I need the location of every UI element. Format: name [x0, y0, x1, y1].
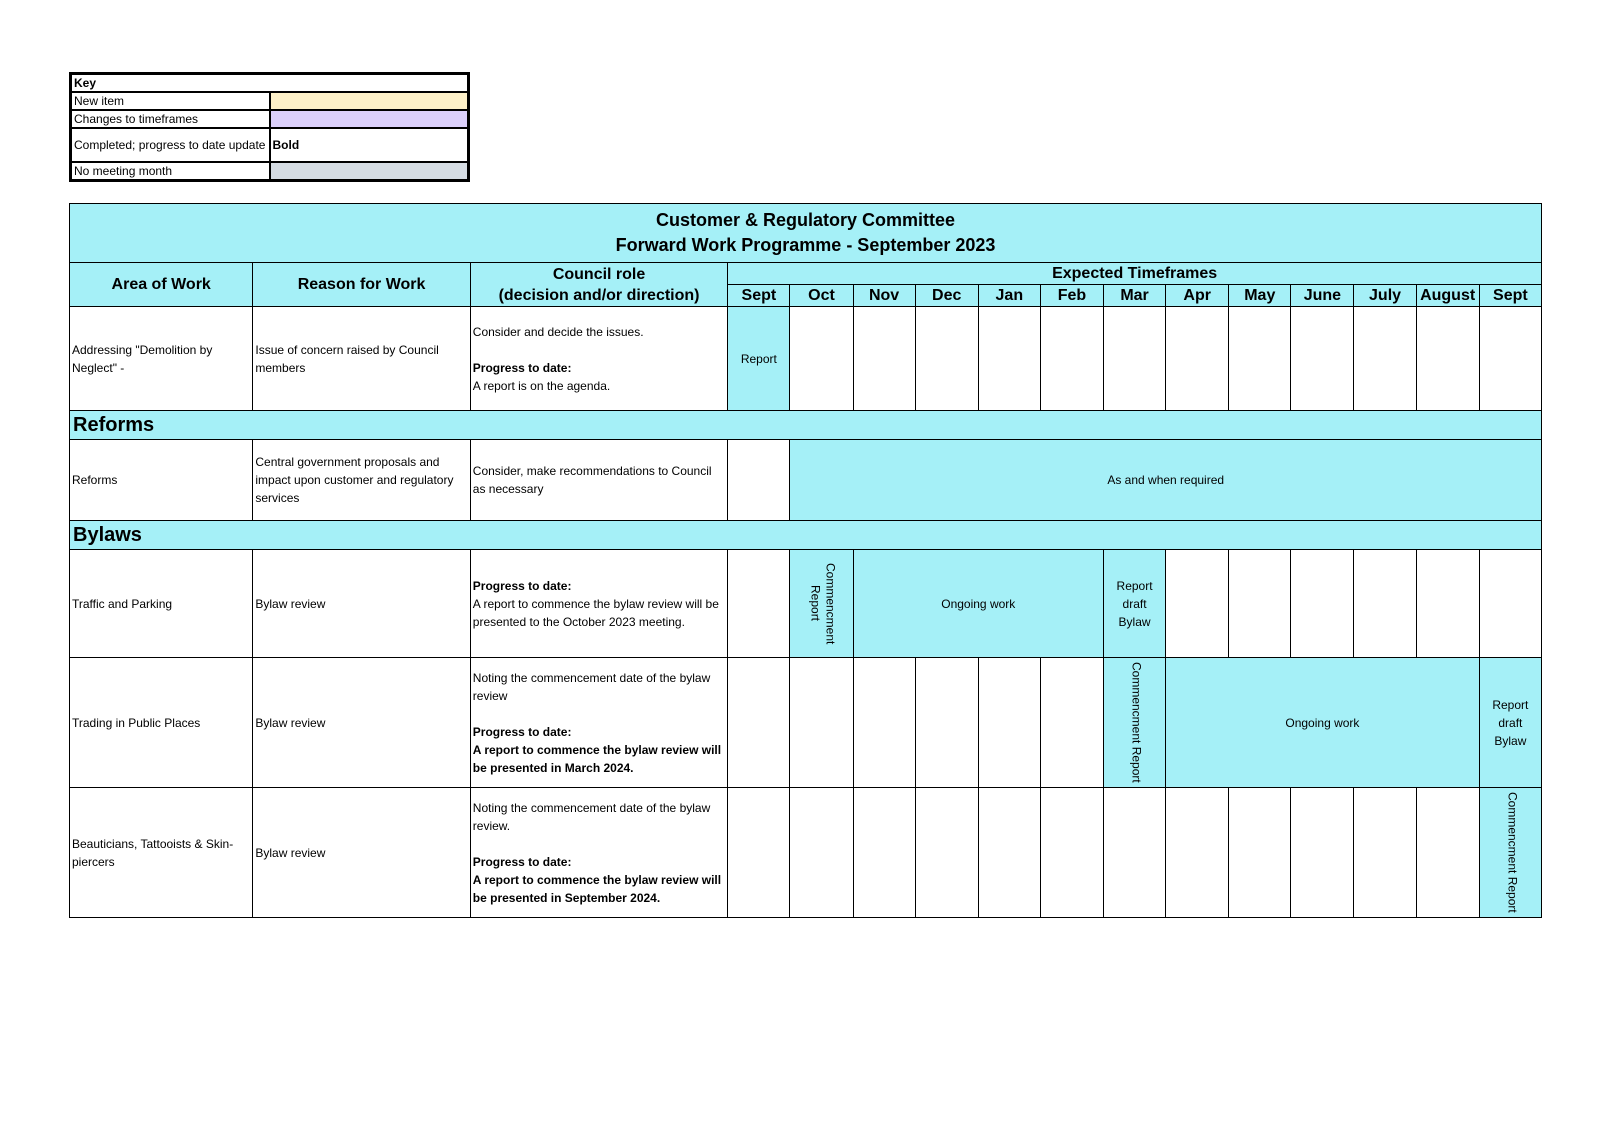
month-header: Apr — [1166, 285, 1229, 307]
key-swatch-no-meeting — [270, 162, 469, 181]
timeframe-cell — [1416, 307, 1479, 411]
timeframe-cell — [978, 788, 1040, 918]
table-row — [70, 307, 1542, 411]
timeframe-commencement — [1479, 788, 1541, 918]
progress-text: A report to commence the bylaw review will be presented to the October 2023 meeting. — [472, 596, 719, 629]
timeframe-cell — [790, 658, 853, 788]
header-expected-timeframes: Expected Timeframes — [728, 263, 1542, 285]
key-label-no-meeting: No meeting month — [71, 162, 270, 181]
cell-role — [470, 658, 728, 788]
header-council-role-line1: Council role — [552, 265, 646, 283]
progress-label: Progress to date: — [472, 360, 572, 375]
timeframe-cell — [1416, 550, 1479, 658]
timeframe-commencement — [790, 550, 853, 658]
timeframe-cell — [1104, 307, 1166, 411]
progress-text: A report is on the agenda. — [472, 378, 611, 393]
key-label-changes: Changes to timeframes — [71, 110, 270, 128]
timeframe-cell — [790, 788, 853, 918]
month-header: June — [1291, 285, 1354, 307]
role-text: Noting the commencement date of the bylaw review. — [472, 800, 711, 833]
month-header: July — [1354, 285, 1416, 307]
month-header: Sept — [728, 285, 790, 307]
progress-label: Progress to date: — [472, 724, 572, 739]
section-heading-reforms: Reforms — [70, 411, 1542, 440]
header-area-of-work: Area of Work — [70, 263, 253, 307]
progress-label: Progress to date: — [472, 854, 572, 869]
cell-area: Addressing "Demolition by Neglect" - — [70, 307, 253, 411]
cell-role — [470, 307, 728, 411]
timeframe-cell — [1104, 788, 1166, 918]
timeframe-cell — [853, 307, 915, 411]
timeframe-cell — [1354, 307, 1416, 411]
month-header: August — [1416, 285, 1479, 307]
table-row — [70, 550, 1542, 658]
table-row — [70, 788, 1542, 918]
timeframe-report-draft: Report draft Bylaw — [1479, 658, 1541, 788]
timeframe-cell — [1040, 307, 1103, 411]
timeframe-cell — [915, 307, 978, 411]
cell-reason: Bylaw review — [253, 550, 470, 658]
header-council-role-line2: (decision and/or direction) — [498, 286, 700, 304]
key-title: Key — [71, 74, 469, 93]
timeframe-cell — [853, 658, 915, 788]
timeframe-ongoing: Ongoing work — [1166, 658, 1480, 788]
timeframe-cell — [1166, 788, 1229, 918]
timeframe-cell — [1166, 307, 1229, 411]
cell-area: Beauticians, Tattooists & Skin-piercers — [70, 788, 253, 918]
month-header: May — [1229, 285, 1291, 307]
timeframe-cell — [1479, 307, 1541, 411]
cell-role: Consider, make recommendations to Council as necessary — [470, 440, 728, 521]
role-text: Noting the commencement date of the bylaw review — [472, 670, 711, 703]
cell-role — [470, 550, 728, 658]
cell-area: Trading in Public Places — [70, 658, 253, 788]
timeframe-cell — [790, 307, 853, 411]
month-header: Nov — [853, 285, 915, 307]
timeframe-cell — [728, 788, 790, 918]
month-header: Mar — [1104, 285, 1166, 307]
month-header: Sept — [1479, 285, 1541, 307]
timeframe-cell — [1040, 658, 1103, 788]
key-swatch-changes — [270, 110, 469, 128]
progress-label: Progress to date: — [472, 578, 572, 593]
timeframe-cell — [1229, 550, 1291, 658]
table-row — [70, 440, 1542, 521]
timeframe-cell — [1479, 550, 1541, 658]
timeframe-cell — [1166, 550, 1229, 658]
section-heading-bylaws: Bylaws — [70, 521, 1542, 550]
timeframe-cell — [978, 658, 1040, 788]
timeframe-cell — [1291, 788, 1354, 918]
month-header: Jan — [978, 285, 1040, 307]
cell-reason: Bylaw review — [253, 658, 470, 788]
commencement-text: Commencment Report — [808, 562, 838, 645]
timeframe-cell — [1229, 307, 1291, 411]
key-swatch-completed: Bold — [270, 128, 469, 162]
progress-text: A report to commence the bylaw review will be presented in March 2024. — [472, 742, 722, 775]
timeframe-ongoing: Ongoing work — [853, 550, 1103, 658]
timeframe-cell — [1229, 788, 1291, 918]
key-table — [69, 72, 470, 182]
timeframe-cell — [853, 788, 915, 918]
key-label-completed: Completed; progress to date update — [71, 128, 270, 162]
title-line-1: Customer & Regulatory Committee — [655, 210, 956, 230]
timeframe-cell — [978, 307, 1040, 411]
timeframe-cell — [728, 550, 790, 658]
timeframe-report: Report — [728, 307, 790, 411]
table-row — [70, 658, 1542, 788]
cell-role — [470, 788, 728, 918]
cell-reason: Central government proposals and impact upon customer and regulatory services — [253, 440, 470, 521]
timeframe-as-required: As and when required — [790, 440, 1542, 521]
key-swatch-new-item — [270, 92, 469, 110]
cell-reason: Bylaw review — [253, 788, 470, 918]
title-line-2: Forward Work Programme - September 2023 — [615, 235, 996, 255]
timeframe-cell — [728, 658, 790, 788]
commencement-text: Commencment Report — [1129, 662, 1144, 783]
header-council-role — [470, 263, 728, 307]
month-header: Feb — [1040, 285, 1103, 307]
cell-area: Reforms — [70, 440, 253, 521]
timeframe-cell — [915, 658, 978, 788]
timeframe-cell — [728, 440, 790, 521]
cell-reason: Issue of concern raised by Council members — [253, 307, 470, 411]
progress-text: A report to commence the bylaw review will be presented in September 2024. — [472, 872, 722, 905]
timeframe-cell — [1354, 788, 1416, 918]
work-programme-table — [69, 203, 1542, 918]
timeframe-cell — [915, 788, 978, 918]
timeframe-cell — [1291, 307, 1354, 411]
header-reason-for-work: Reason for Work — [253, 263, 470, 307]
role-text: Consider and decide the issues. — [472, 324, 644, 339]
month-header: Dec — [915, 285, 978, 307]
key-label-new-item: New item — [71, 92, 270, 110]
timeframe-cell — [1291, 550, 1354, 658]
programme-title — [70, 204, 1542, 263]
timeframe-cell — [1040, 788, 1103, 918]
timeframe-cell — [1416, 788, 1479, 918]
timeframe-cell — [1354, 550, 1416, 658]
timeframe-commencement — [1104, 658, 1166, 788]
commencement-text: Commencment Report — [1505, 792, 1520, 913]
month-header: Oct — [790, 285, 853, 307]
cell-area: Traffic and Parking — [70, 550, 253, 658]
timeframe-report-draft: Report draft Bylaw — [1104, 550, 1166, 658]
